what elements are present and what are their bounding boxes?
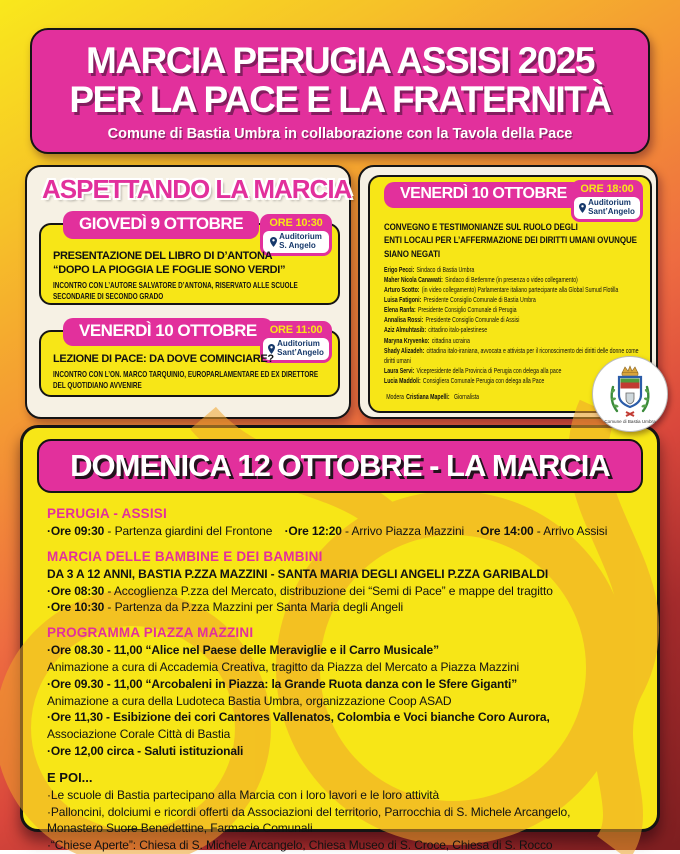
location-pin-icon — [579, 203, 586, 213]
event-title-line1: LEZIONE DI PACE: DA DOVE COMINCIARE? — [53, 353, 274, 365]
heading-programma: PROGRAMMA PIAZZA MAZZINI — [47, 625, 254, 641]
marcia-content — [47, 506, 637, 854]
event-date-pill: VENERDÌ 10 OTTOBRE — [63, 318, 273, 346]
event-location-line2: Sant’Angelo — [277, 347, 324, 357]
event-detail: INCONTRO CON L’AUTORE SALVATORE D’ANTONA, RISERVATO ALLE SCUOLE SECONDARIE DI SECONDO GRADO — [53, 280, 298, 302]
heading-perugia-assisi: PERUGIA - ASSISI — [47, 506, 167, 521]
event-location-line1: Auditorium — [279, 232, 322, 241]
event-time: ORE 18:00 — [580, 183, 634, 195]
event-card-venerdi-10-lezione — [39, 321, 340, 397]
event-time: ORE 11:00 — [269, 324, 323, 336]
section-marcia — [20, 425, 660, 853]
bambini-subheading: DA 3 A 12 ANNI, BASTIA P.ZZA MAZZINI - SANTA MARIA DEGLI ANGELI P.ZZA GARIBALDI — [47, 566, 549, 581]
perugia-assisi-times: ·Ore 09:30 - Partenza giardini del Frontone ·Ore 12:20 - Arrivo Piazza Mazzini ·Ore 14:00 - Arrivo Assisi — [47, 524, 608, 538]
event-date-pill: VENERDÌ 10 OTTOBRE — [384, 182, 583, 208]
emblem-caption: Comune di Bastia Umbra — [604, 419, 656, 424]
event-title-line1: PRESENTAZIONE DEL LIBRO DI D’ANTONA — [53, 250, 273, 262]
heading-e-poi: E POI... — [47, 769, 93, 785]
event-title-line2: “DOPO LA PIOGGIA LE FOGLIE SONO VERDI” — [53, 264, 286, 277]
marcia-banner — [37, 439, 643, 493]
section-aspettando — [25, 165, 351, 419]
epoi-line: ·“Chiese Aperte”: Chiesa di S. Michele Arcangelo, Chiesa Museo di S. Croce, Chiesa di S. Rocco — [47, 838, 553, 853]
epoi-line: ·Palloncini, dolciumi e ricordi offerti da Associazioni del territorio, Parrocchia di S. Michele Arcangelo, — [47, 804, 571, 819]
event-detail: INCONTRO CON L’ON. MARCO TARQUINIO, EUROPARLAMENTARE ED EX DIRETTORE DEL QUOTIDIANO AVVENIRE — [53, 369, 319, 390]
location-pin-icon — [270, 237, 277, 247]
comune-bastia-umbra-emblem — [592, 356, 668, 432]
programma-row: ·Ore 09.30 - 11,00 “Arcobaleni in Piazza: la Grande Ruota danza con le Sfere Giganti” — [47, 676, 518, 691]
poster-title-line1: MARCIA PERUGIA ASSISI 2025 — [86, 40, 594, 81]
speaker-row: Elena Ranfa: Presidente Consiglio Comunale di Perugia — [384, 305, 517, 315]
event-time-pill — [571, 180, 643, 222]
speaker-row: Laura Servi: Vicepresidente della Provincia di Perugia con delega alla pace — [384, 365, 562, 375]
ribbon-icon — [626, 412, 634, 416]
moderator-row: Modera Cristiana Mapelli: Giornalista — [386, 391, 480, 401]
speaker-row: Maher Nicola Canawati: Sindaco di Betlemme (in presenza o video collegamento) — [384, 275, 578, 285]
poster-subtitle: Comune di Bastia Umbra in collaborazione con la Tavola della Pace — [107, 126, 573, 143]
epoi-line: Monastero Suore Benedettine, Farmacie Comunali — [47, 821, 313, 836]
shield-icon — [619, 377, 641, 407]
event-date-pill: GIOVEDÌ 9 OTTOBRE — [63, 211, 259, 239]
event-location-line2: Sant’Angelo — [588, 206, 635, 216]
header-banner — [30, 28, 650, 154]
programma-row: Animazione a cura di Accademia Creativa, tragitto da Piazza del Mercato a Piazza Mazzini — [47, 659, 520, 674]
event-location-line2: S. Angelo — [279, 240, 316, 250]
event-time: ORE 10:30 — [269, 217, 323, 229]
speaker-row: Lucia Maddoli: Consigliera Comunale Perugia con delega alla Pace — [384, 375, 545, 385]
marcia-banner-title: DOMENICA 12 OTTOBRE - LA MARCIA — [70, 448, 610, 483]
section-aspettando-title: ASPETTANDO LA MARCIA — [42, 174, 352, 204]
event-location-line1: Auditorium — [277, 339, 320, 348]
speaker-row: Aziz Almuhtasib: cittadino italo-palestinese — [384, 325, 488, 335]
crown-icon — [622, 366, 638, 376]
speaker-row: Luisa Fatigoni: Presidente Consiglio Comunale di Bastia Umbra — [384, 295, 536, 305]
bambini-line: ·Ore 08:30 - Accoglienza P.zza del Mercato, distribuzione dei “Semi di Pace” e mappe del tragitto — [47, 583, 553, 598]
speaker-row: Arturo Scotto: (in video collegamento) Parlamentare italiano partecipante alla Global Sumud Flotilla — [384, 285, 619, 295]
programma-row: ·Ore 08.30 - 11,00 “Alice nel Paese delle Meraviglie e il Carro Musicale” — [47, 643, 439, 658]
speaker-row: Erigo Pecci: Sindaco di Bastia Umbra — [384, 265, 475, 274]
programma-row: Associazione Corale Città di Bastia — [47, 727, 231, 742]
programma-row: ·Ore 12,00 circa - Saluti istituzionali — [47, 743, 244, 758]
speaker-row: Annalisa Rossi: Presidente Consiglio Comunale di Assisi — [384, 315, 520, 325]
event-card-giovedi-9 — [39, 214, 340, 305]
programma-row: Animazione a cura della Ludoteca Bastia Umbra, organizzazione Coop ASAD — [47, 693, 452, 708]
poster-title-line2: PER LA PACE E LA FRATERNITÀ — [69, 79, 611, 121]
epoi-line: ·Le scuole di Bastia partecipano alla Marcia con i loro lavori e le loro attività — [47, 787, 440, 802]
event-location-line1: Auditorium — [588, 198, 631, 207]
bambini-line: ·Ore 10:30 - Partenza da P.zza Mazzini per Santa Maria degli Angeli — [47, 600, 404, 615]
programma-row: ·Ore 11,30 - Esibizione dei cori Cantores Vallenatos, Colombia e Voci bianche Coro Aurora, — [47, 710, 550, 725]
heading-bambini: MARCIA DELLE BAMBINE E DEI BAMBINI — [47, 548, 323, 564]
speaker-row: Maryna Kryvenko: cittadina ucraina — [384, 335, 470, 345]
speaker-row: Shady Alizadeh: cittadina italo-iraniana, avvocata e attivista per il riconoscimento dei diritti delle donne come diritti umani — [384, 345, 639, 365]
convegno-title: CONVEGNO E TESTIMONIANZE SUL RUOLO DEGLI ENTI LOCALI PER L’AFFERMAZIONE DEI DIRITTI UMANI OVUNQUE SIANO NEGATI — [384, 222, 637, 260]
